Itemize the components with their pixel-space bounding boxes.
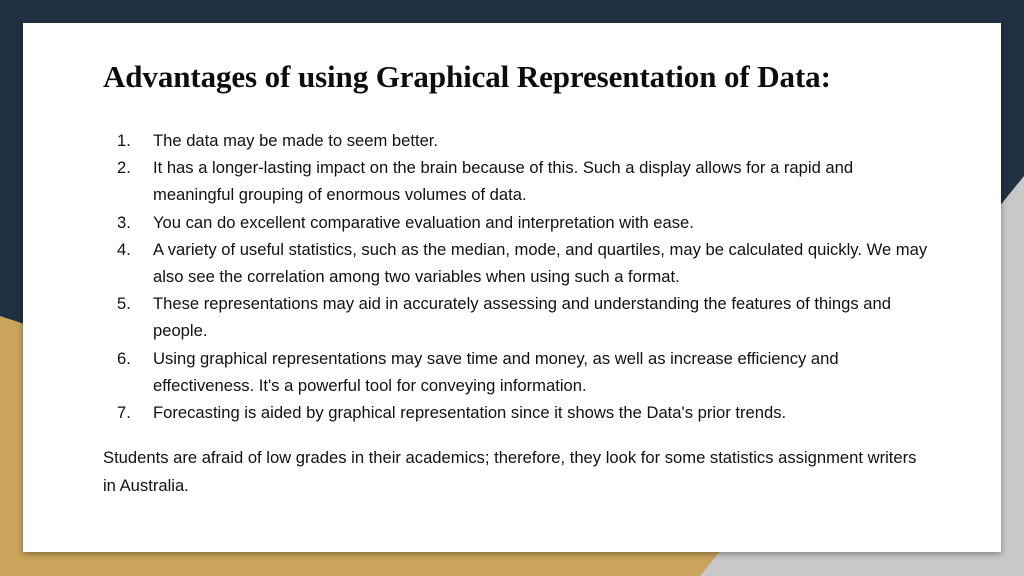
list-item-text: You can do excellent comparative evaluation and interpretation with ease.: [153, 212, 694, 232]
list-item-text: A variety of useful statistics, such as the median, mode, and quartiles, may be calculated quickly. We may also see the correlation among two variables when using such a format.: [153, 239, 928, 287]
slide-card: [23, 23, 1001, 552]
list-item-number: 5.: [117, 294, 131, 314]
list-item-text: Forecasting is aided by graphical representation since it shows the Data's prior trends.: [153, 403, 787, 423]
list-item-text: Using graphical representations may save time and money, as well as increase efficiency and effectiveness. It's a powerful tool for conveying information.: [153, 348, 839, 395]
list-item: [103, 154, 933, 208]
list-item-number: 1.: [117, 131, 131, 150]
list-item-text: It has a longer-lasting impact on the brain because of this. Such a display allows for a rapid and meaningful grouping of enormous volumes of data.: [153, 158, 854, 205]
slide-title: Advantages of using Graphical Representation of Data:: [103, 59, 831, 94]
list-item: [103, 127, 933, 154]
list-item: [103, 290, 933, 344]
closing-note: Students are afraid of low grades in their academics; therefore, they look for some statistics assignment writers in Australia.: [103, 448, 917, 495]
list-item-number: 7.: [117, 403, 131, 423]
list-item-number: 2.: [117, 158, 131, 178]
advantages-list: [103, 127, 933, 426]
list-item-number: 3.: [117, 212, 131, 232]
list-item-text: These representations may aid in accurately assessing and understanding the features of things and people.: [153, 294, 891, 341]
list-item: [103, 236, 933, 290]
list-item: [103, 209, 933, 236]
list-item: [103, 345, 933, 399]
list-item-number: 4.: [117, 239, 131, 259]
list-item-text: The data may be made to seem better.: [153, 131, 439, 150]
list-item: [103, 399, 933, 426]
list-item-number: 6.: [117, 348, 131, 368]
